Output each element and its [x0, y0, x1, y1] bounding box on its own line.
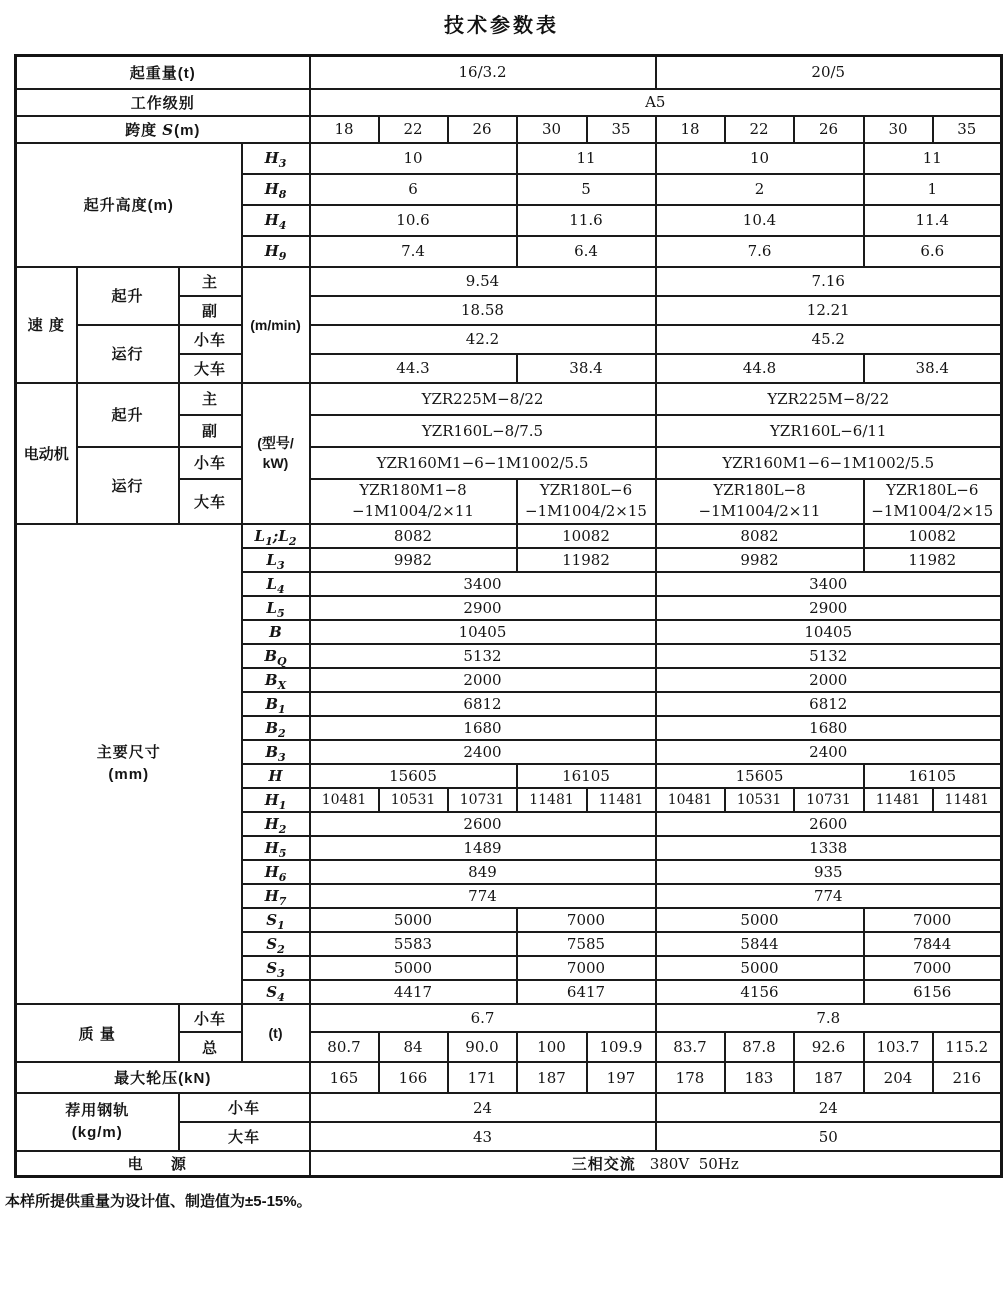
value-cell: 6156 [864, 980, 1002, 1004]
value-cell: 3400 [310, 572, 656, 596]
value-cell: 11982 [517, 548, 656, 572]
power-label: 电 源 [16, 1151, 310, 1176]
value-cell: 83.7 [656, 1032, 725, 1062]
value-cell: 774 [310, 884, 656, 908]
value-cell: 6812 [656, 692, 1002, 716]
value-cell: 5000 [656, 956, 864, 980]
value-cell: 10531 [725, 788, 794, 812]
value-cell: YZR180L−8 −1M1004/2×11 [656, 479, 864, 525]
dim-symbol-cell: $H_8$ [242, 174, 310, 205]
span-value: 18 [656, 116, 725, 143]
value-cell: 45.2 [656, 325, 1002, 354]
value-cell: YZR160L−8/7.5 [310, 415, 656, 447]
value-cell: 10405 [656, 620, 1002, 644]
value-cell: 90.0 [448, 1032, 517, 1062]
value-cell: 2 [656, 174, 864, 205]
row-motor-main [16, 383, 1002, 415]
value-cell: 6417 [517, 980, 656, 1004]
value-cell: 774 [656, 884, 1002, 908]
value-cell: 2000 [310, 668, 656, 692]
dim-symbol-cell: $H_4$ [242, 205, 310, 236]
value-cell: 10 [656, 143, 864, 174]
row-speed-trolley [16, 325, 1002, 354]
dim-symbol-cell: $H_7$ [242, 884, 310, 908]
value-cell: 204 [864, 1062, 933, 1093]
value-cell: 3400 [656, 572, 1002, 596]
value-cell: YZR180M1−8 −1M1004/2×11 [310, 479, 517, 525]
value-cell: 11 [864, 143, 1002, 174]
row-dim-l1l2 [16, 524, 1002, 548]
row-rail-trolley [16, 1093, 1002, 1122]
value-cell: 11481 [933, 788, 1002, 812]
value-cell: 16105 [864, 764, 1002, 788]
dim-symbol-cell: $H_2$ [242, 812, 310, 836]
power-value: 三相交流 380V 50Hz [310, 1151, 1002, 1176]
value-cell: 171 [448, 1062, 517, 1093]
dim-symbol-cell: $H_9$ [242, 236, 310, 267]
value-cell: 18.58 [310, 296, 656, 325]
value-cell: 5000 [310, 956, 517, 980]
value-cell: 10.4 [656, 205, 864, 236]
dim-symbol-cell: $H_5$ [242, 836, 310, 860]
value-cell: 1680 [310, 716, 656, 740]
value-cell: 92.6 [794, 1032, 864, 1062]
speed-main-label: 主 [179, 267, 242, 296]
value-cell: 100 [517, 1032, 587, 1062]
dim-symbol-cell: $B_3$ [242, 740, 310, 764]
value-cell: 84 [379, 1032, 448, 1062]
value-cell: 87.8 [725, 1032, 794, 1062]
value-cell: 5132 [656, 644, 1002, 668]
value-cell: 12.21 [656, 296, 1002, 325]
row-span [16, 116, 1002, 143]
value-cell: 7000 [517, 956, 656, 980]
span-value: 22 [725, 116, 794, 143]
speed-hoist-label: 起升 [77, 267, 179, 325]
span-value: 22 [379, 116, 448, 143]
value-cell: 7.16 [656, 267, 1002, 296]
value-cell: 109.9 [587, 1032, 656, 1062]
motor-crane-label: 大车 [179, 479, 242, 525]
value-cell: 5 [517, 174, 656, 205]
dim-symbol-cell: $H_3$ [242, 143, 310, 174]
value-cell: 5844 [656, 932, 864, 956]
value-cell: YZR225M−8/22 [656, 383, 1002, 415]
dim-symbol-cell: $B_1$ [242, 692, 310, 716]
value-cell: 11481 [517, 788, 587, 812]
value-cell: 10082 [517, 524, 656, 548]
value-cell: 6.4 [517, 236, 656, 267]
hoist-height-label: 起升高度(m) [16, 143, 242, 267]
row-mass-trolley [16, 1004, 1002, 1032]
dim-symbol-cell: $B_Q$ [242, 644, 310, 668]
wheel-load-label: 最大轮压(kN) [16, 1062, 310, 1093]
value-cell: 24 [310, 1093, 656, 1122]
value-cell: 10731 [794, 788, 864, 812]
mass-unit: (t) [242, 1004, 310, 1062]
value-cell: 187 [517, 1062, 587, 1093]
speed-crane-label: 大车 [179, 354, 242, 383]
value-cell: 2000 [656, 668, 1002, 692]
speed-label: 速 度 [16, 267, 77, 383]
value-cell: 15605 [656, 764, 864, 788]
speed-trolley-label: 小车 [179, 325, 242, 354]
value-cell: 10.6 [310, 205, 517, 236]
duty-label: 工作级别 [16, 89, 310, 116]
span-value: 30 [864, 116, 933, 143]
row-speed-main [16, 267, 1002, 296]
dim-symbol-cell: $L_4$ [242, 572, 310, 596]
motor-label: 电动机 [16, 383, 77, 525]
value-cell: YZR160M1−6−1M1002/5.5 [310, 447, 656, 479]
value-cell: 103.7 [864, 1032, 933, 1062]
value-cell: YZR160M1−6−1M1002/5.5 [656, 447, 1002, 479]
value-cell: 10 [310, 143, 517, 174]
value-cell: 1489 [310, 836, 656, 860]
dim-symbol-cell: $B_X$ [242, 668, 310, 692]
value-cell: 187 [794, 1062, 864, 1093]
value-cell: 178 [656, 1062, 725, 1093]
row-capacity [16, 56, 1002, 89]
row-wheel-load [16, 1062, 1002, 1093]
footnote: 本样所提供重量为设计值、制造值为±5-15%。 [5, 1192, 312, 1210]
value-cell: YZR225M−8/22 [310, 383, 656, 415]
row-duty [16, 89, 1002, 116]
value-cell: 2400 [310, 740, 656, 764]
value-cell: 24 [656, 1093, 1002, 1122]
dim-symbol-cell: $S_4$ [242, 980, 310, 1004]
dim-symbol-cell: $S_1$ [242, 908, 310, 932]
span-value: 35 [933, 116, 1002, 143]
value-cell: 6.7 [310, 1004, 656, 1032]
value-cell: 5000 [656, 908, 864, 932]
motor-trolley-label: 小车 [179, 447, 242, 479]
value-cell: 9.54 [310, 267, 656, 296]
dim-symbol-cell: $L_1;L_2$ [242, 524, 310, 548]
speed-unit: (m/min) [242, 267, 310, 383]
duty-value: A5 [310, 89, 1002, 116]
motor-hoist-label: 起升 [77, 383, 179, 447]
capacity-value: 16/3.2 [310, 56, 656, 89]
value-cell: 5000 [310, 908, 517, 932]
speed-travel-label: 运行 [77, 325, 179, 383]
motor-travel-label: 运行 [77, 447, 179, 525]
value-cell: YZR160L−6/11 [656, 415, 1002, 447]
value-cell: 7000 [864, 956, 1002, 980]
dims-label: 主要尺寸 (mm) [16, 524, 242, 1004]
value-cell: 4156 [656, 980, 864, 1004]
value-cell: 165 [310, 1062, 379, 1093]
value-cell: 11.4 [864, 205, 1002, 236]
value-cell: 7844 [864, 932, 1002, 956]
value-cell: 8082 [310, 524, 517, 548]
dim-symbol-cell: H [242, 764, 310, 788]
value-cell: 2600 [310, 812, 656, 836]
dim-symbol-cell: $L_5$ [242, 596, 310, 620]
value-cell: 10481 [656, 788, 725, 812]
dim-symbol-cell: $B_2$ [242, 716, 310, 740]
speed-aux-label: 副 [179, 296, 242, 325]
span-value: 35 [587, 116, 656, 143]
value-cell: 11 [517, 143, 656, 174]
capacity-value: 20/5 [656, 56, 1002, 89]
span-value: 26 [794, 116, 864, 143]
value-cell: 6.6 [864, 236, 1002, 267]
value-cell: 197 [587, 1062, 656, 1093]
row-power [16, 1151, 1002, 1176]
value-cell: 8082 [656, 524, 864, 548]
value-cell: YZR180L−6 −1M1004/2×15 [517, 479, 656, 525]
value-cell: 6812 [310, 692, 656, 716]
value-cell: 38.4 [864, 354, 1002, 383]
value-cell: 2400 [656, 740, 1002, 764]
value-cell: 216 [933, 1062, 1002, 1093]
value-cell: 11481 [587, 788, 656, 812]
value-cell: 935 [656, 860, 1002, 884]
value-cell: 38.4 [517, 354, 656, 383]
rail-trolley-label: 小车 [179, 1093, 310, 1122]
dim-symbol-cell: $S_3$ [242, 956, 310, 980]
value-cell: YZR180L−6 −1M1004/2×15 [864, 479, 1002, 525]
value-cell: 10531 [379, 788, 448, 812]
value-cell: 10082 [864, 524, 1002, 548]
value-cell: 5583 [310, 932, 517, 956]
value-cell: 4417 [310, 980, 517, 1004]
value-cell: 10481 [310, 788, 379, 812]
mass-total-label: 总 [179, 1032, 242, 1062]
value-cell: 183 [725, 1062, 794, 1093]
value-cell: 1 [864, 174, 1002, 205]
value-cell: 50 [656, 1122, 1002, 1151]
row-motor-trolley [16, 447, 1002, 479]
value-cell: 9982 [656, 548, 864, 572]
rail-crane-label: 大车 [179, 1122, 310, 1151]
mass-label: 质 量 [16, 1004, 179, 1062]
value-cell: 7000 [864, 908, 1002, 932]
value-cell: 7.6 [656, 236, 864, 267]
value-cell: 15605 [310, 764, 517, 788]
rail-label: 荐用钢轨 (kg/m) [16, 1093, 179, 1151]
spec-table [14, 54, 1003, 1178]
value-cell: 11982 [864, 548, 1002, 572]
span-label: 跨度 S(m) [16, 116, 310, 143]
value-cell: 7.8 [656, 1004, 1002, 1032]
motor-main-label: 主 [179, 383, 242, 415]
value-cell: 80.7 [310, 1032, 379, 1062]
value-cell: 11.6 [517, 205, 656, 236]
span-value: 26 [448, 116, 517, 143]
dim-symbol-cell: $L_3$ [242, 548, 310, 572]
value-cell: 2900 [310, 596, 656, 620]
value-cell: 9982 [310, 548, 517, 572]
span-value: 30 [517, 116, 587, 143]
span-value: 18 [310, 116, 379, 143]
value-cell: 43 [310, 1122, 656, 1151]
value-cell: 849 [310, 860, 656, 884]
dim-symbol-cell: B [242, 620, 310, 644]
dim-symbol-cell: $H_1$ [242, 788, 310, 812]
value-cell: 7000 [517, 908, 656, 932]
span-symbol: S [162, 120, 175, 139]
page-title: 技术参数表 [444, 15, 559, 37]
value-cell: 2600 [656, 812, 1002, 836]
value-cell: 7585 [517, 932, 656, 956]
value-cell: 7.4 [310, 236, 517, 267]
value-cell: 115.2 [933, 1032, 1002, 1062]
mass-trolley-label: 小车 [179, 1004, 242, 1032]
value-cell: 11481 [864, 788, 933, 812]
value-cell: 166 [379, 1062, 448, 1093]
capacity-label: 起重量(t) [16, 56, 310, 89]
value-cell: 16105 [517, 764, 656, 788]
value-cell: 5132 [310, 644, 656, 668]
value-cell: 2900 [656, 596, 1002, 620]
value-cell: 42.2 [310, 325, 656, 354]
row-h3 [16, 143, 1002, 174]
value-cell: 1338 [656, 836, 1002, 860]
dim-symbol-cell: $S_2$ [242, 932, 310, 956]
value-cell: 44.3 [310, 354, 517, 383]
motor-aux-label: 副 [179, 415, 242, 447]
value-cell: 44.8 [656, 354, 864, 383]
value-cell: 6 [310, 174, 517, 205]
value-cell: 1680 [656, 716, 1002, 740]
value-cell: 10405 [310, 620, 656, 644]
dim-symbol-cell: $H_6$ [242, 860, 310, 884]
motor-unit: (型号/ kW) [242, 383, 310, 525]
value-cell: 10731 [448, 788, 517, 812]
